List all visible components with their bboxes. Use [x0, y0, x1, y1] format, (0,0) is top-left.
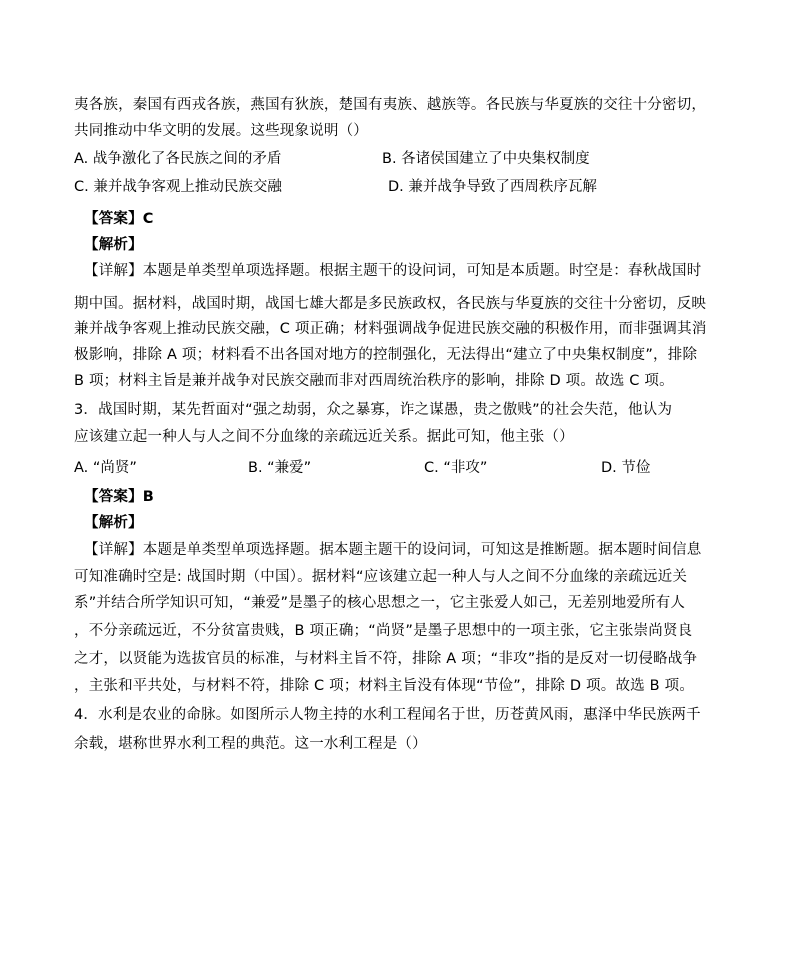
q3-option-c: C. “非攻” [424, 460, 488, 476]
q3-analysis-label: 【解析】 [84, 515, 143, 531]
q3-detail-line-5: 之才，以贤能为选拔官员的标准，与材料主旨不符，排除 A 项；“非攻”指的是反对一切侵略战争 [74, 651, 698, 667]
q3-option-b: B. “兼爱” [248, 460, 312, 476]
q2-stem-line-2: 共同推动中华文明的发展。这些现象说明（） [74, 123, 368, 139]
q3-option-a: A. “尚贤” [74, 460, 137, 476]
q4-stem-line-1: 4．水利是农业的命脉。如图所示人物主持的水利工程闻名于世，历苍黄风雨，惠泽中华民族两千 [74, 707, 701, 723]
q2-detail-line-3: 兼并战争客观上推动民族交融，C 项正确；材料强调战争促进民族交融的积极作用，而非强调其消 [74, 321, 707, 337]
q3-detail-line-4: ，不分亲疏远近，不分贫富贵贱，B 项正确；“尚贤”是墨子思想中的一项主张，它主张崇尚贤良 [74, 623, 693, 639]
q2-detail-line-5: B 项；材料主旨是兼并战争对民族交融而非对西周统治秩序的影响，排除 D 项。故选 C 项。 [74, 373, 674, 389]
q3-option-d: D. 节俭 [601, 460, 651, 476]
q2-analysis-label: 【解析】 [84, 237, 143, 253]
q2-stem-line-1: 夷各族，秦国有西戎各族，燕国有狄族，楚国有夷族、越族等。各民族与华夏族的交往十分密切， [74, 97, 707, 113]
q4-stem-line-2: 余载，堪称世界水利工程的典范。这一水利工程是（） [74, 736, 427, 752]
q3-answer: 【答案】B [84, 489, 155, 505]
q2-detail-line-4: 极影响，排除 A 项；材料看不出各国对地方的控制强化，无法得出“建立了中央集权制度”，排除 [74, 347, 698, 363]
q3-detail-line-2: 可知准确时空是: 战国时期（中国）。据材料“应该建立起一种人与人之间不分血缘的亲疏远近关 [74, 569, 688, 585]
q2-option-c: C. 兼并战争客观上推动民族交融 [74, 179, 282, 195]
q3-stem-line-1: 3．战国时期，某先哲面对“强之劫弱，众之暴寡，诈之谋愚，贵之傲贱”的社会失范，他认为 [74, 402, 673, 418]
q2-answer: 【答案】C [84, 211, 154, 227]
q3-detail-line-3: 系”并结合所学知识可知，“兼爱”是墨子的核心思想之一，它主张爱人如己，无差别地爱所有人 [74, 595, 686, 611]
q3-detail-line-6: ，主张和平共处，与材料不符，排除 C 项；材料主旨没有体现“节俭”，排除 D 项。故选 B 项。 [74, 678, 695, 694]
q2-option-b: B. 各诸侯国建立了中央集权制度 [382, 151, 590, 167]
q2-option-a: A. 战争激化了各民族之间的矛盾 [74, 151, 282, 167]
q3-stem-line-2: 应该建立起一种人与人之间不分血缘的亲疏远近关系。据此可知，他主张（） [74, 429, 574, 445]
q3-detail-line-1: 【详解】本题是单类型单项选择题。据本题主题干的设问词，可知这是推断题。据本题时间信息 [84, 542, 702, 558]
q2-detail-line-2: 期中国。据材料，战国时期，战国七雄大都是多民族政权，各民族与华夏族的交往十分密切，反映 [74, 296, 707, 312]
q2-option-d: D. 兼并战争导致了西周秩序瓦解 [388, 179, 597, 195]
q2-detail-line-1: 【详解】本题是单类型单项选择题。根据主题干的设问词，可知是本质题。时空是：春秋战国时 [84, 263, 702, 279]
